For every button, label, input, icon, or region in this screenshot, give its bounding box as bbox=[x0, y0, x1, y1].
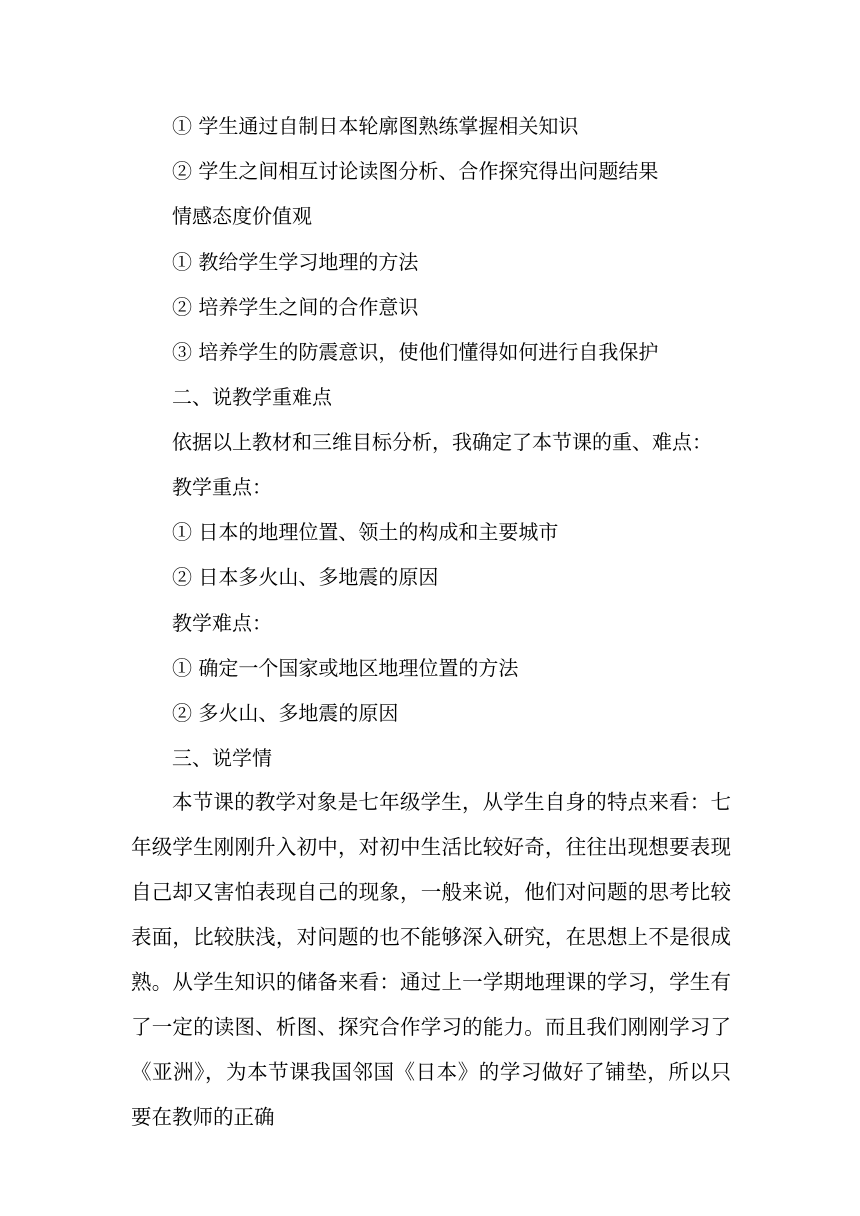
section-heading-student-analysis: 三、说学情 bbox=[172, 746, 272, 770]
difficult-point-item-2: ② 多火山、多地震的原因 bbox=[172, 701, 399, 725]
student-analysis-paragraph: 本节课的教学对象是七年级学生，从学生自身的特点来看：七年级学生刚刚升入初中，对初中生活比较好奇，往往出现想要表现自己却又害怕表现自己的现象，一般来说，他们对问题的思考比较表面，比较肤浅，对问题的也不能够深入研究，在思想上不是很成熟。从学生知识的储备来看：通过上一学期地理课的学习，学生有了一定的读图、析图、探究合作学习的能力。而且我们刚刚学习了《亚洲》，为本节课我国邻国《日本》的学习做好了铺垫，所以只要在教师的正确 bbox=[131, 790, 731, 1129]
section-heading-key-difficult: 二、说教学重难点 bbox=[172, 385, 332, 409]
subheading-key-points: 教学重点： bbox=[172, 475, 272, 499]
intro-sentence: 依据以上教材和三维目标分析，我确定了本节课的重、难点： bbox=[172, 430, 712, 454]
skill-item-2: ② 学生之间相互讨论读图分析、合作探究得出问题结果 bbox=[172, 159, 659, 183]
attitude-item-3: ③ 培养学生的防震意识，使他们懂得如何进行自我保护 bbox=[172, 340, 659, 364]
key-point-item-1: ① 日本的地理位置、领土的构成和主要城市 bbox=[172, 520, 559, 544]
attitude-item-1: ① 教给学生学习地理的方法 bbox=[172, 250, 419, 274]
key-point-item-2: ② 日本多火山、多地震的原因 bbox=[172, 565, 439, 589]
difficult-point-item-1: ① 确定一个国家或地区地理位置的方法 bbox=[172, 656, 519, 680]
subheading-difficult-points: 教学难点： bbox=[172, 611, 272, 635]
attitude-item-2: ② 培养学生之间的合作意识 bbox=[172, 295, 419, 319]
section-heading-attitude: 情感态度价值观 bbox=[172, 204, 312, 228]
skill-item-1: ① 学生通过自制日本轮廓图熟练掌握相关知识 bbox=[172, 114, 579, 138]
